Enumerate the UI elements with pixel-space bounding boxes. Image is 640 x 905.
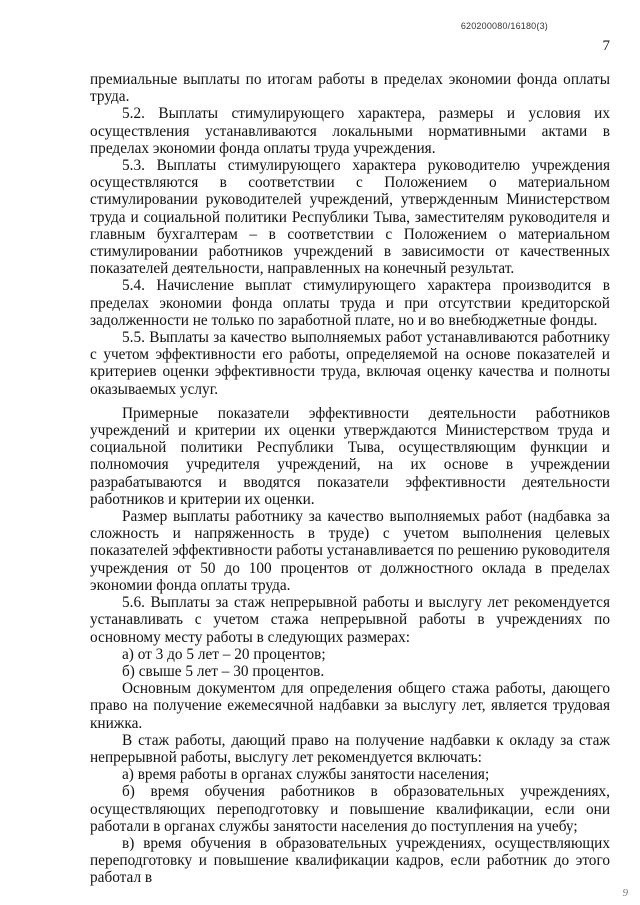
paragraph-5-4: 5.4. Начисление выплат стимулирующего характера производится в пределах экономии фонда оплаты труда и при отсутствии кредиторской задолженности не только по заработной плате, но и во внебюджетные фонды.	[90, 277, 610, 329]
document-code: 620200080/16180(3)	[460, 21, 548, 31]
paragraph-service-length: В стаж работы, дающий право на получение надбавки к окладу за стаж непрерывной работы, выслугу лет рекомендуется включать:	[90, 731, 610, 766]
paragraph-5-5: 5.5. Выплаты за качество выполняемых работ устанавливаются работнику с учетом эффективности его работы, определяемой на основе показателей и критериев оценки эффективности труда, включая оценку качества и полноты оказываемых услуг.	[90, 329, 610, 398]
list-item-v-training: в) время обучения в образовательных учреждениях, осуществляющих переподготовку и повышение квалификации кадров, если работник до этого работал в	[90, 834, 610, 887]
corner-mark: 9	[622, 887, 628, 899]
page-number: 7	[602, 38, 610, 54]
paragraph-payment-amount: Размер выплаты работнику за качество выполняемых работ (надбавка за сложность и напряженность в труде) с учетом выполнения целевых показателей эффективности работы устанавливается по решению руководителя учреждения от 50 до 100 процентов от должностного оклада в пределах экономии фонда оплаты труда.	[90, 508, 610, 594]
paragraph-continuation: премиальные выплаты по итогам работы в пределах экономии фонда оплаты труда.	[90, 71, 610, 106]
list-item-b-training: б) время обучения работников в образовательных учреждениях, осуществляющих переподготовку и повышение квалификации, если они работали в органах службы занятости населения до поступления на учебу;	[90, 783, 610, 835]
list-item-b: б) свыше 5 лет – 30 процентов.	[122, 662, 325, 680]
document-body	[90, 71, 610, 887]
list-item-a-employment: а) время работы в органах службы занятости населения;	[122, 766, 490, 784]
paragraph-performance-indicators: Примерные показатели эффективности деятельности работников учреждений и критерии их оценки утверждаются Министерством труда и социальной политики Республики Тыва, осуществляющим функции и полномочия учредителя учреждений, на их основе в учреждении разрабатываются и вводятся показатели эффективности деятельности работников и критерии их оценки.	[90, 404, 610, 508]
paragraph-main-document: Основным документом для определения общего стажа работы, дающего право на получение ежемесячной надбавки за выслугу лет, является трудовая книжка.	[90, 680, 610, 732]
paragraph-5-2: 5.2. Выплаты стимулирующего характера, размеры и условия их осуществления устанавливаются локальными нормативными актами в пределах экономии фонда оплаты труда учреждения.	[90, 105, 610, 157]
paragraph-5-3: 5.3. Выплаты стимулирующего характера руководителю учреждения осуществляются в соответствии с Положением о материальном стимулировании руководителей учреждений, утвержденным Министерством труда и социальной политики Республики Тыва, заместителям руководителя и главным бухгалтерам – в соответствии с Положением о материальном стимулировании работников учреждений в зависимости от качественных показателей деятельности, направленных на конечный результат.	[90, 157, 610, 278]
list-item-a: а) от 3 до 5 лет – 20 процентов;	[122, 645, 326, 663]
paragraph-5-6: 5.6. Выплаты за стаж непрерывной работы и выслугу лет рекомендуется устанавливать с учетом стажа непрерывной работы в учреждениях по основному месту работы в следующих размерах:	[90, 594, 610, 646]
